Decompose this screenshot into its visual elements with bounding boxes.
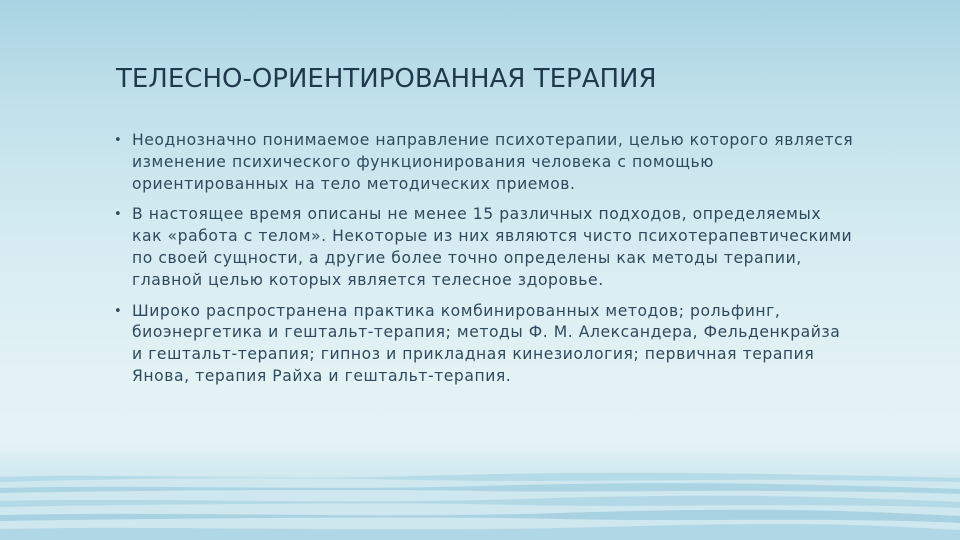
bullet-text: Неоднозначно понимаемое направление психотерапии, целью которого является изменение психического функционирования человека с помощью ориентированных на тело методических приемов.	[132, 131, 854, 193]
bullet-marker: •	[114, 133, 123, 148]
bullet-marker: •	[114, 207, 123, 223]
wave-decoration	[0, 455, 960, 540]
bullet-item	[114, 130, 854, 195]
bullet-list	[114, 130, 854, 388]
bullet-text: В настоящее время описаны не менее 15 различных подходов, определяемых как «работа с телом». Некоторые из них являются чисто психотерапевтическими по своей сущности, а другие более точно определены как методы терапии, главной целью которых является телесное здоровье.	[132, 205, 853, 289]
bullet-item	[114, 204, 854, 291]
bullet-item	[114, 301, 854, 388]
slide-title: ТЕЛЕСНО-ОРИЕНТИРОВАННАЯ ТЕРАПИЯ	[116, 64, 657, 94]
bullet-text: Широко распространена практика комбинированных методов; рольфинг, биоэнергетика и гештальт-терапия; методы Ф. М. Александера, Фельденкрайза и гештальт-терапия; гипноз и прикладная кинезиология; первичная терапия Янова, терапия Райха и гештальт-терапия.	[132, 301, 841, 385]
bullet-marker: •	[114, 303, 123, 319]
